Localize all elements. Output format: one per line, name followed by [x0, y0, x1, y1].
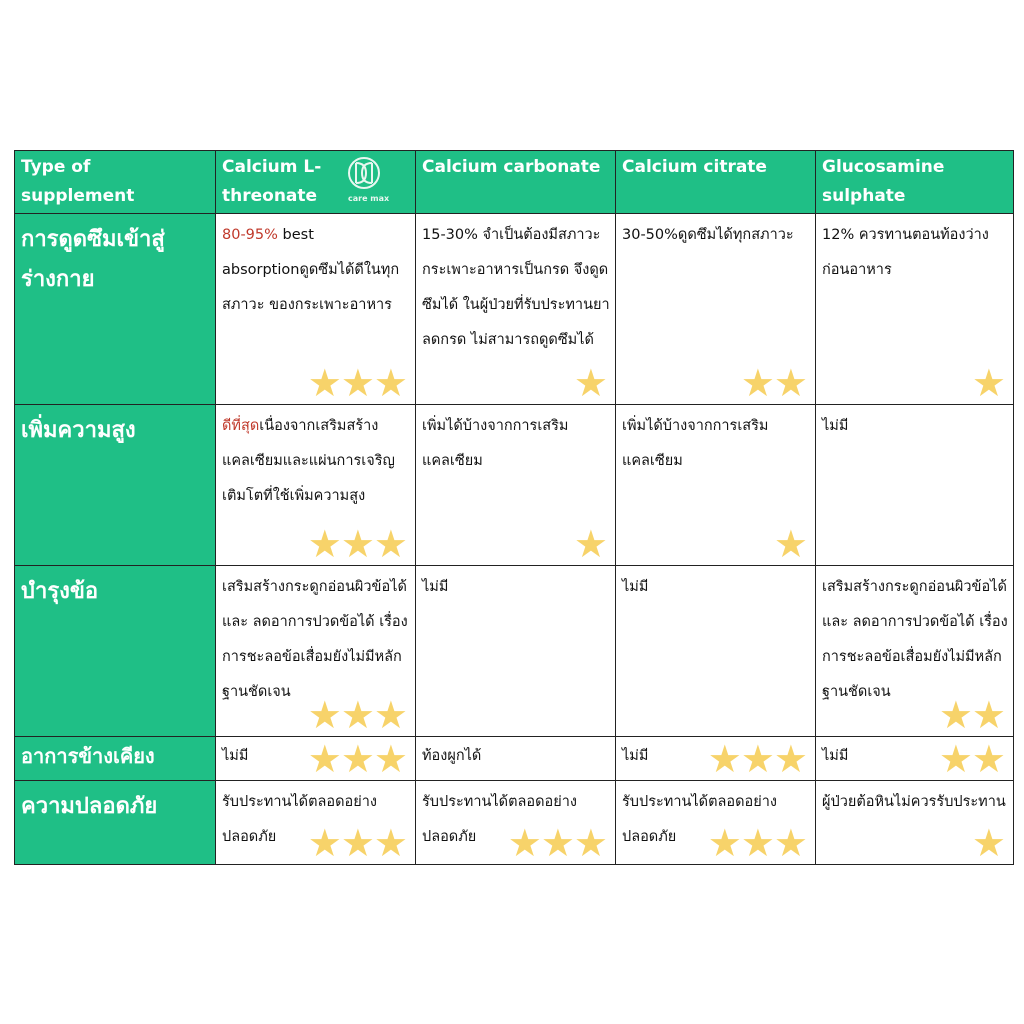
- header-row: [15, 151, 1014, 214]
- cell-safety-glucosamine: [816, 781, 1014, 865]
- star-rating: ★: [971, 821, 1005, 865]
- cell-text: 12% ควรทานตอนท้องว่าง ก่อนอาหาร: [822, 227, 989, 278]
- star-rating: ★★★: [307, 693, 407, 737]
- star-rating: ★★: [740, 361, 807, 405]
- row-absorption: [15, 214, 1014, 405]
- cell-text: รับประทานได้ตลอดอย่างปลอดภัย: [622, 794, 777, 845]
- row-label-joint: บำรุงข้อ: [15, 566, 216, 737]
- cell-text: เพิ่มได้บ้างจากการเสริมแคลเซียม: [422, 418, 569, 469]
- cell-text: ท้องผูกได้: [422, 748, 482, 764]
- row-label-absorption: การดูดซึมเข้าสู่ร่างกาย: [15, 214, 216, 405]
- star-rating: ★★★: [307, 821, 407, 865]
- cell-joint-citrate: [616, 566, 816, 737]
- row-side-effects: [15, 737, 1014, 781]
- cell-height-citrate: [616, 405, 816, 566]
- cell-text: best absorptionดูดซึมได้ดีในทุกสภาวะ ของกระเพาะอาหาร: [222, 227, 400, 313]
- cell-joint-glucosamine: [816, 566, 1014, 737]
- cell-height-glucosamine: [816, 405, 1014, 566]
- cell-text: เสริมสร้างกระดูกอ่อนผิวข้อได้ และ ลดอาการปวดข้อได้ เรื่องการชะลอข้อเสื่อมยังไม่มีหลักฐานชัดเจน: [822, 579, 1008, 700]
- header-calcium-l-threonate: [216, 151, 416, 214]
- star-rating: ★: [971, 361, 1005, 405]
- cell-side-threonate: [216, 737, 416, 781]
- star-rating: ★: [773, 522, 807, 566]
- header-type: Type of supplement: [15, 151, 216, 214]
- cell-joint-carbonate: [416, 566, 616, 737]
- header-col1-label: Calcium L-threonate: [222, 157, 322, 206]
- row-label-safety: ความปลอดภัย: [15, 781, 216, 865]
- cell-text: ไม่มี: [622, 579, 649, 595]
- cell-side-glucosamine: [816, 737, 1014, 781]
- cell-side-citrate: [616, 737, 816, 781]
- star-rating: ★★: [938, 693, 1005, 737]
- cell-text: ไม่มี: [622, 748, 649, 764]
- cell-safety-citrate: [616, 781, 816, 865]
- header-glucosamine-sulphate: Glucosamine sulphate: [816, 151, 1014, 214]
- cell-side-carbonate: [416, 737, 616, 781]
- star-rating: ★★★: [307, 737, 407, 781]
- cell-safety-threonate: [216, 781, 416, 865]
- cell-text: เพิ่มได้บ้างจากการเสริมแคลเซียม: [622, 418, 769, 469]
- cell-text: ผู้ป่วยต้อหินไม่ควรรับประทาน: [822, 794, 1006, 810]
- cell-text: ไม่มี: [422, 579, 449, 595]
- cell-text: เนื่องจากเสริมสร้างแคลเซียมและแผ่นการเจริญเติมโตที่ใช้เพิ่มความสูง: [222, 418, 395, 504]
- cell-absorption-citrate: [616, 214, 816, 405]
- cell-text: รับประทานได้ตลอดอย่างปลอดภัย: [422, 794, 577, 845]
- row-safety: [15, 781, 1014, 865]
- row-label-side-effects: อาการข้างเคียง: [15, 737, 216, 781]
- row-height-increase: [15, 405, 1014, 566]
- cell-text: 15-30% จำเป็นต้องมีสภาวะกระเพาะอาหารเป็นกรด จึงดูดซึมได้ ในผู้ป่วยที่รับประทานยาลดกรด ไม่สามารถดูดซึมได้: [422, 227, 610, 348]
- row-label-height: เพิ่มความสูง: [15, 405, 216, 566]
- cell-absorption-glucosamine: [816, 214, 1014, 405]
- header-calcium-citrate: Calcium citrate: [616, 151, 816, 214]
- star-rating: ★★★: [307, 361, 407, 405]
- cell-safety-carbonate: [416, 781, 616, 865]
- highlight-text: ดีที่สุด: [222, 418, 260, 434]
- header-calcium-carbonate: Calcium carbonate: [416, 151, 616, 214]
- cell-absorption-carbonate: [416, 214, 616, 405]
- star-rating: ★★★: [707, 737, 807, 781]
- care-max-logo: [344, 153, 404, 207]
- row-joint-care: [15, 566, 1014, 737]
- star-rating: ★: [573, 361, 607, 405]
- cell-text: ไม่มี: [822, 748, 849, 764]
- cell-text: รับประทานได้ตลอดอย่างปลอดภัย: [222, 794, 377, 845]
- cell-height-threonate: [216, 405, 416, 566]
- star-rating: ★★★: [507, 821, 607, 865]
- cell-text: 30-50%ดูดซึมได้ทุกสภาวะ: [622, 227, 794, 243]
- star-rating: ★★★: [307, 522, 407, 566]
- cell-absorption-threonate: [216, 214, 416, 405]
- highlight-text: 80-95%: [222, 227, 278, 243]
- logo-text: care max: [348, 194, 390, 203]
- cell-text: ไม่มี: [822, 418, 849, 434]
- cell-height-carbonate: [416, 405, 616, 566]
- star-rating: ★: [573, 522, 607, 566]
- comparison-table: [14, 150, 1014, 865]
- star-rating: ★★: [938, 737, 1005, 781]
- cell-joint-threonate: [216, 566, 416, 737]
- star-rating: ★★★: [707, 821, 807, 865]
- cell-text: เสริมสร้างกระดูกอ่อนผิวข้อได้ และ ลดอาการปวดข้อได้ เรื่องการชะลอข้อเสื่อมยังไม่มีหลักฐานชัดเจน: [222, 579, 408, 700]
- cell-text: ไม่มี: [222, 748, 249, 764]
